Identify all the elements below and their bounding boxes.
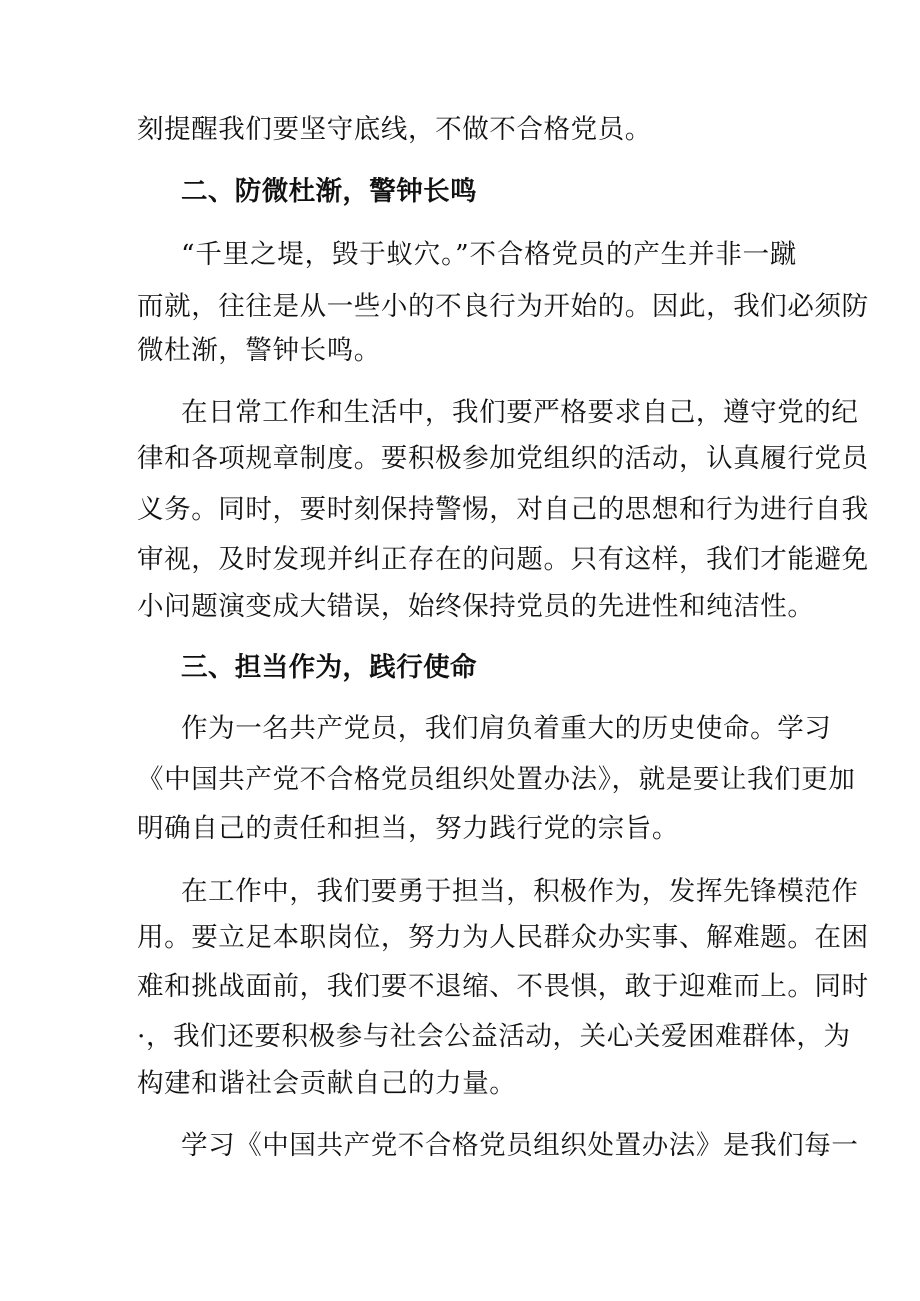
text-line: 微杜渐，警钟长鸣。 — [137, 335, 381, 366]
section-heading-2: 二、防微杜渐，警钟长鸣 — [181, 176, 477, 207]
text-line: 在日常工作和生活中，我们要严格要求自己，遵守党的纪 — [181, 397, 859, 428]
text-line: 审视，及时发现并纠正存在的问题。只有这样，我们才能避免 — [137, 544, 869, 575]
text-line: 小问题演变成大错误，始终保持党员的先进性和纯洁性。 — [137, 591, 815, 622]
text-line: 在工作中，我们要勇于担当，积极作为，发挥先锋模范作 — [181, 876, 859, 907]
text-line: 而就，往往是从一些小的不良行为开始的。因此，我们必须防 — [137, 291, 869, 322]
text-line: 刻提醒我们要坚守底线，不做不合格党员。 — [137, 114, 652, 145]
section-heading-3: 三、担当作为，践行使命 — [181, 652, 477, 683]
text-line: 义务。同时，要时刻保持警惕，对自己的思想和行为进行自我 — [137, 494, 869, 525]
text-line: 作为一名共产党员，我们肩负着重大的历史使命。学习 — [181, 713, 832, 744]
text-line: 用。要立足本职岗位，努力为人民群众办实事、解难题。在困 — [137, 922, 869, 953]
text-line: “千里之堤，毁于蚁穴。”不合格党员的产生并非一蹴 — [181, 239, 797, 270]
text-line: ·，我们还要积极参与社会公益活动，关心关爱困难群体，为 — [137, 1021, 851, 1052]
text-line: 《中国共产党不合格党员组织处置办法》，就是要让我们更加 — [137, 764, 856, 795]
text-line: 明确自己的责任和担当，努力践行党的宗旨。 — [137, 813, 679, 844]
text-line: 律和各项规章制度。要积极参加党组织的活动，认真履行党员 — [137, 443, 869, 474]
text-line: 难和挑战面前，我们要不退缩、不畏惧，敢于迎难而上。同时 — [137, 971, 869, 1002]
text-line: 学习《中国共产党不合格党员组织处置办法》是我们每一 — [181, 1130, 859, 1161]
text-line: 构建和谐社会贡献自己的力量。 — [137, 1068, 517, 1099]
